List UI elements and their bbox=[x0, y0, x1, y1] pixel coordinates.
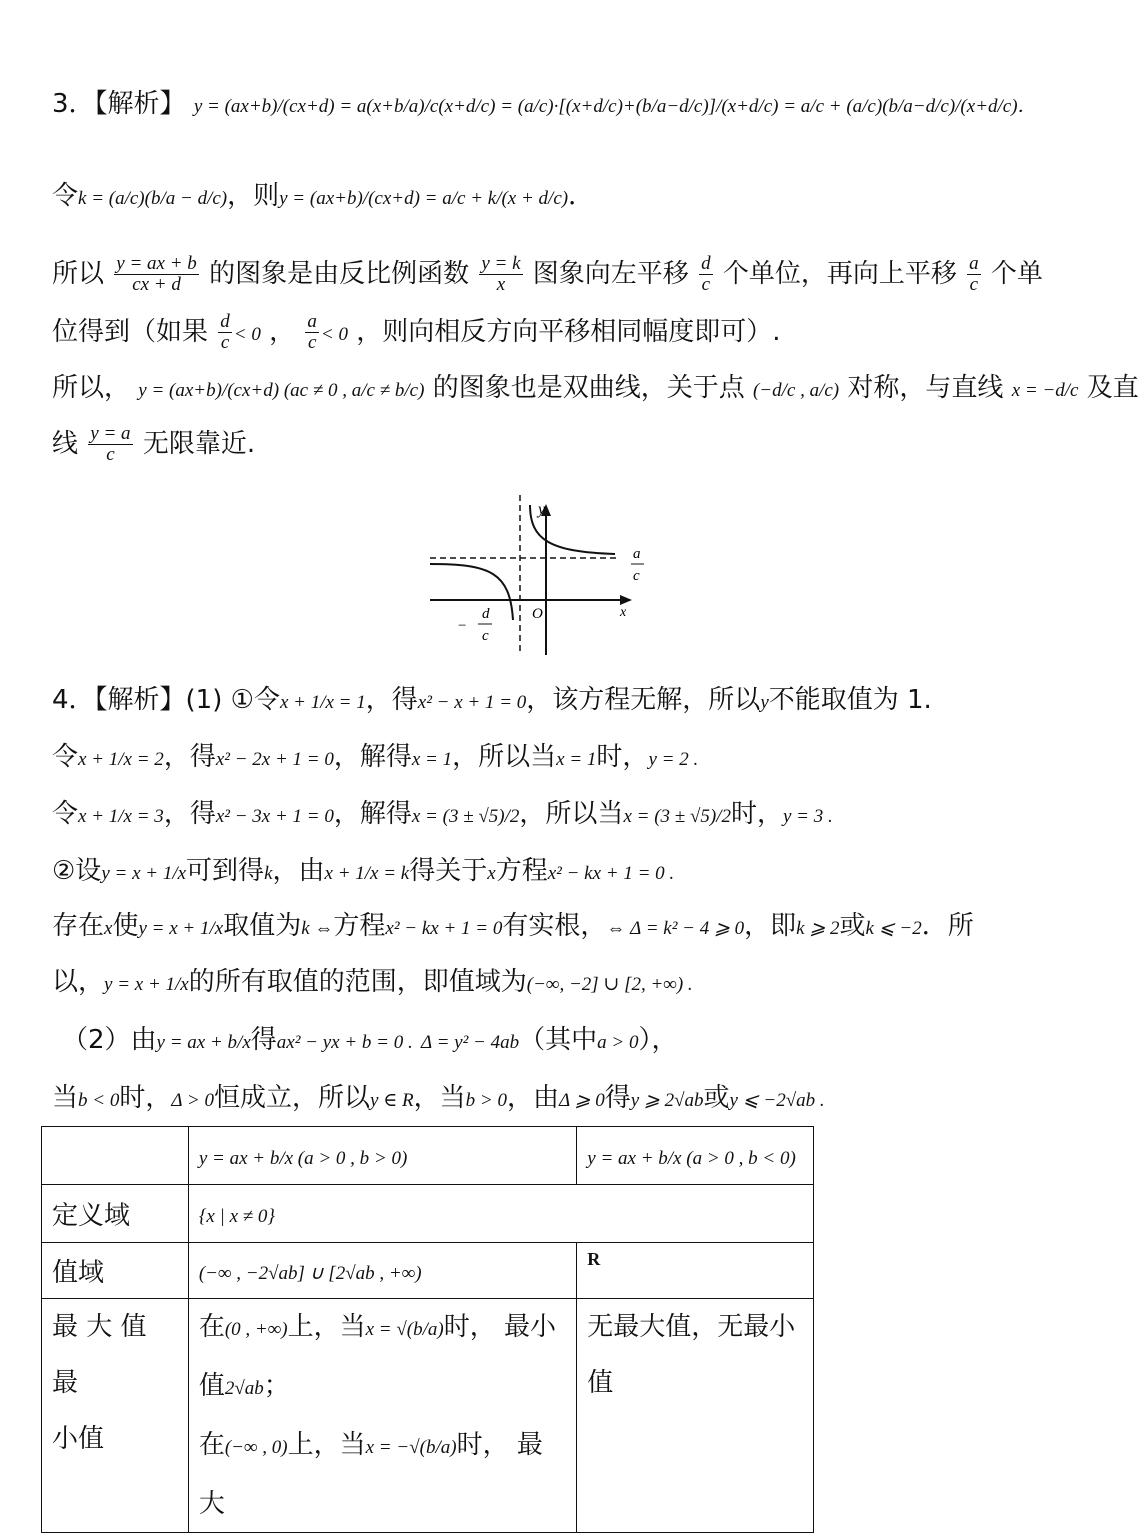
asym-den: c bbox=[633, 568, 640, 584]
text: 时， bbox=[119, 1083, 172, 1113]
origin-label: O bbox=[532, 606, 543, 622]
text: （其中 bbox=[519, 1025, 598, 1055]
neg-sign: − bbox=[458, 618, 467, 634]
text: ； bbox=[263, 1371, 290, 1401]
frac-y-ac: $\frac{y = a}{c}$ bbox=[90, 423, 131, 465]
sec4-line2 bbox=[52, 737, 698, 780]
text: ②设 bbox=[52, 856, 102, 886]
sec4-line5 bbox=[52, 906, 974, 949]
text: 及直 bbox=[1086, 373, 1139, 403]
text: ， bbox=[269, 317, 296, 347]
text: 的图象是由反比例函数 bbox=[209, 259, 470, 289]
frac-a-c: $\frac{a}{c}$ bbox=[969, 253, 979, 295]
text: 方程 bbox=[333, 911, 386, 941]
text: ，由 bbox=[506, 1083, 559, 1113]
extrema-value-2 bbox=[577, 1299, 814, 1533]
text: 上，当 bbox=[287, 1430, 366, 1460]
frac-y: $\frac{y = ax + b}{cx + d}$ bbox=[116, 253, 197, 295]
row-label: 值域 bbox=[42, 1243, 189, 1299]
text: 个单位，再向上平移 bbox=[722, 259, 957, 289]
text: 恒成立，所以 bbox=[214, 1083, 371, 1113]
text: 对称，与直线 bbox=[847, 373, 1004, 403]
math: x² − x + 1 = 0 bbox=[417, 692, 527, 713]
math: x = 1 bbox=[411, 749, 453, 770]
text: ，得 bbox=[365, 685, 418, 715]
math: a > 0 bbox=[597, 1032, 639, 1053]
math: x = 1 bbox=[556, 749, 597, 770]
text: 时， 最小 bbox=[443, 1312, 557, 1342]
math: 2√ab bbox=[224, 1378, 264, 1399]
math: y ⩾ 2√ab bbox=[630, 1090, 704, 1111]
math: x = −√(b/a) bbox=[365, 1437, 457, 1458]
math: y = ax + b/x (a > 0 , b > 0) bbox=[198, 1147, 408, 1169]
range-value-1 bbox=[188, 1243, 576, 1299]
label-line: 小值 bbox=[52, 1424, 105, 1454]
table-header-row bbox=[42, 1127, 814, 1185]
table-row-range bbox=[42, 1243, 814, 1299]
text: 个单 bbox=[990, 259, 1043, 289]
text: 位得到（如果 bbox=[52, 317, 209, 347]
math: x + 1/x = 3 bbox=[78, 806, 164, 827]
table-header-1 bbox=[188, 1127, 576, 1185]
frac-a-c-lt0: $\frac{a}{c}$ bbox=[307, 311, 317, 353]
text: 时， bbox=[730, 799, 783, 829]
x-arrow bbox=[620, 595, 632, 605]
table-row-extrema bbox=[42, 1299, 814, 1533]
sec3-line3 bbox=[52, 254, 1043, 295]
text: 以， bbox=[52, 967, 105, 997]
text: 得 bbox=[250, 1025, 277, 1055]
text: ，当 bbox=[413, 1083, 466, 1113]
x-label: x bbox=[620, 605, 627, 620]
frac-d-c: $\frac{d}{c}$ bbox=[701, 253, 711, 295]
sec3-line2 bbox=[52, 176, 594, 219]
math: ax² − yx + b = 0 . bbox=[276, 1032, 413, 1053]
math: y = ax + b/x bbox=[156, 1032, 251, 1053]
frac-d-c-lt0: $\frac{d}{c}$ bbox=[220, 311, 230, 353]
y-label: y bbox=[538, 501, 546, 518]
text: 方程 bbox=[495, 856, 548, 886]
math: x bbox=[104, 918, 113, 939]
math: x² − kx + 1 = 0 . bbox=[547, 863, 675, 884]
text: ．所 bbox=[921, 911, 974, 941]
text: ，即 bbox=[744, 911, 797, 941]
text: 的图象也是双曲线，关于点 bbox=[432, 373, 745, 403]
text: 取值为 bbox=[223, 911, 302, 941]
domain-value bbox=[188, 1185, 813, 1243]
extrema-value-1 bbox=[188, 1299, 576, 1533]
math: x² − 3x + 1 = 0 bbox=[215, 806, 334, 827]
text: 得关于 bbox=[409, 856, 488, 886]
math: k ⩽ −2 bbox=[865, 918, 922, 939]
text: 存在 bbox=[52, 911, 105, 941]
row-label bbox=[42, 1299, 189, 1533]
math: y = x + 1/x bbox=[101, 863, 187, 884]
math: x² − 2x + 1 = 0 bbox=[215, 749, 334, 770]
math: b > 0 bbox=[465, 1090, 507, 1111]
math: y = 3 . bbox=[783, 806, 833, 827]
text: ，由 bbox=[272, 856, 325, 886]
text: 或 bbox=[839, 911, 866, 941]
lower-branch bbox=[430, 564, 513, 620]
text: ）， bbox=[638, 1025, 678, 1055]
math: (0 , +∞) bbox=[224, 1319, 288, 1340]
hyperbola-graph bbox=[420, 490, 660, 660]
math: y = 2 . bbox=[648, 749, 699, 770]
sec3-line4: 位得到（如果 $\frac{d}{c}$ < 0 ， $\frac{a}{c}$ < 0 ，则向相反方向平移相同幅度即可）. bbox=[52, 311, 781, 353]
math: x = √(b/a) bbox=[365, 1319, 444, 1340]
text: 值 bbox=[587, 1368, 614, 1398]
sec3-heading: 3．【解析】 bbox=[52, 89, 186, 119]
text: 令 bbox=[52, 799, 79, 829]
math: (−∞ , 0) bbox=[224, 1437, 288, 1458]
text: 线 bbox=[52, 429, 79, 459]
text: 所以 bbox=[52, 259, 105, 289]
text: 上，当 bbox=[287, 1312, 366, 1342]
label-line: 最 大 值 最 bbox=[52, 1312, 147, 1398]
math: x = (3 ± √5)/2 bbox=[623, 806, 731, 827]
text: 可到得 bbox=[186, 856, 265, 886]
range-value-2: R bbox=[577, 1243, 814, 1299]
shift-den: c bbox=[482, 628, 489, 644]
math: (−∞ , −2√ab] ∪ [2√ab , +∞) bbox=[198, 1262, 422, 1284]
math: x + 1/x = 1 bbox=[279, 692, 366, 713]
text: 得 bbox=[604, 1083, 631, 1113]
text: 时， 最大 bbox=[198, 1430, 543, 1519]
text: ，所以当 bbox=[452, 742, 557, 772]
math: x = (3 ± √5)/2 bbox=[411, 806, 520, 827]
math: k ⩾ 2 bbox=[796, 918, 840, 939]
text: ，解得 bbox=[333, 742, 412, 772]
sec4-line4 bbox=[52, 851, 674, 894]
sec4-line3 bbox=[52, 794, 833, 837]
table-row-domain bbox=[42, 1185, 814, 1243]
text: ，得 bbox=[163, 742, 216, 772]
math: y ∈ R bbox=[370, 1090, 414, 1111]
text: ，解得 bbox=[333, 799, 412, 829]
math: Δ ⩾ 0 bbox=[558, 1090, 605, 1111]
table-corner bbox=[42, 1127, 189, 1185]
sec4-line6 bbox=[52, 962, 693, 1005]
math: b < 0 bbox=[78, 1090, 120, 1111]
sec3-line6 bbox=[52, 424, 255, 465]
math: y = x + 1/x bbox=[104, 974, 189, 995]
math: (−∞, −2] ∪ [2, +∞) . bbox=[526, 974, 693, 995]
math: x bbox=[487, 863, 496, 884]
shift-num: d bbox=[482, 606, 490, 622]
text: ，得 bbox=[163, 799, 216, 829]
text: 值 bbox=[198, 1371, 225, 1401]
math: ⇔ Δ = k² − 4 ⩾ 0 bbox=[606, 918, 745, 939]
math: Δ = y² − 4ab bbox=[421, 1032, 520, 1053]
text: 当 bbox=[52, 1083, 79, 1113]
comparison-table bbox=[41, 1126, 814, 1533]
math-y-form: y = (ax+b)/(cx+d) = a/c + k/(x + d/c) bbox=[279, 188, 569, 209]
math: x + 1/x = k bbox=[324, 863, 410, 884]
asym-num: a bbox=[633, 546, 641, 562]
text: ，则 bbox=[227, 181, 280, 211]
text: 无限靠近. bbox=[142, 429, 256, 459]
text: 或 bbox=[703, 1083, 730, 1113]
text: 的所有取值的范围，即值域为 bbox=[188, 967, 527, 997]
row-label: 定义域 bbox=[42, 1185, 189, 1243]
text: ，则向相反方向平移相同幅度即可）. bbox=[356, 317, 781, 347]
text: （2）由 bbox=[62, 1025, 157, 1055]
sec3-line1 bbox=[52, 84, 1037, 127]
text: 无最大值，无最小 bbox=[587, 1312, 796, 1342]
math: x + 1/x = 2 bbox=[78, 749, 164, 770]
frac-inverse: $\frac{y = k}{x}$ bbox=[481, 253, 521, 295]
text: 4．【解析】(1) ①令 bbox=[52, 685, 280, 715]
math-k-def: k = (a/c)(b/a − d/c) bbox=[78, 188, 228, 209]
text: 令 bbox=[52, 742, 79, 772]
text: ． bbox=[568, 181, 595, 211]
text: 令 bbox=[52, 181, 79, 211]
math: y bbox=[760, 692, 769, 713]
text: 有实根， bbox=[502, 911, 607, 941]
sec4-line7 bbox=[62, 1020, 677, 1063]
math: y = ax + b/x (a > 0 , b < 0) bbox=[587, 1147, 796, 1169]
math: y = x + 1/x bbox=[138, 918, 224, 939]
math: x² − kx + 1 = 0 bbox=[385, 918, 503, 939]
table-header-2 bbox=[577, 1127, 814, 1185]
math: y ⩽ −2√ab . bbox=[729, 1090, 825, 1111]
math: k ⇔ bbox=[301, 918, 334, 939]
sec4-line1 bbox=[52, 680, 932, 723]
sec3-line5: 所以， y = (ax+b)/(cx+d) (ac ≠ 0 , a/c ≠ b/c) 的图象也是双曲线，关于点 (−d/c , a/c) 对称，与直线 x = −d/c 及直 bbox=[52, 373, 1139, 403]
text: 在 bbox=[198, 1430, 225, 1460]
sec4-line8 bbox=[52, 1078, 825, 1121]
text: 时， bbox=[596, 742, 649, 772]
text: 不能取值为 1. bbox=[768, 685, 932, 715]
math: k bbox=[264, 863, 273, 884]
sec3-main-equation: y = (ax+b)/(cx+d) = a(x+b/a)/c(x+d/c) = (a/c)·[(x+d/c)+(b/a−d/c)]/(x+d/c) = a/c + (a/c)(b/a−d/c)/(x+d/c)． bbox=[193, 96, 1037, 117]
text: 图象向左平移 bbox=[532, 259, 689, 289]
math: {x | x ≠ 0} bbox=[198, 1205, 276, 1227]
text: 使 bbox=[112, 911, 139, 941]
text: ，该方程无解，所以 bbox=[526, 685, 761, 715]
text: ，所以当 bbox=[519, 799, 624, 829]
text: 所以， bbox=[52, 373, 131, 403]
text: 在 bbox=[198, 1312, 225, 1342]
math: Δ > 0 bbox=[171, 1090, 214, 1111]
